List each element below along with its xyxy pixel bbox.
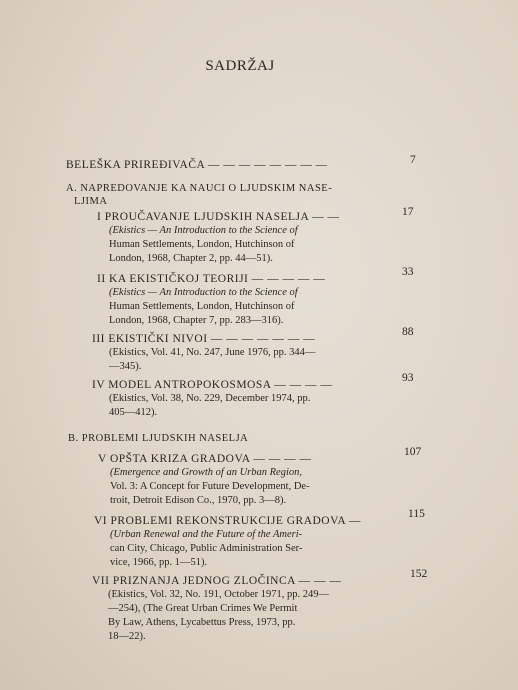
toc-entry-3-title: III EKISTIČKI NIVOI — — — — — — —: [92, 333, 316, 345]
toc-entry-2-page: 33: [402, 266, 414, 278]
toc-entry-7-ref: —254), (The Great Urban Crimes We Permit: [108, 603, 298, 614]
toc-entry-2-title: II KA EKISTIČKOJ TEORIJI — — — — —: [97, 273, 326, 285]
toc-entry-7-ref: (Ekistics, Vol. 32, No. 191, October 1971, pp. 249—: [108, 589, 329, 600]
toc-entry-1-ref: (Ekistics — An Introduction to the Science of: [109, 225, 298, 236]
toc-entry-7-ref: By Law, Athens, Lycabettus Press, 1973, pp.: [108, 617, 296, 628]
section-a-heading-cont: LJIMA: [74, 196, 108, 207]
toc-entry-1-title: I PROUČAVANJE LJUDSKIH NASELJA — —: [97, 211, 340, 223]
toc-entry-4-page: 93: [402, 372, 414, 384]
toc-entry-6-ref: (Urban Renewal and the Future of the Ameri-: [110, 529, 303, 540]
toc-entry-2-ref: (Ekistics — An Introduction to the Science of: [109, 287, 298, 298]
toc-entry-1-page: 17: [402, 206, 414, 218]
section-a-heading: A. NAPREDOVANJE KA NAUCI O LJUDSKIM NASE-: [66, 183, 333, 194]
toc-entry-4-ref: (Ekistics, Vol. 38, No. 229, December 1974, pp.: [109, 393, 311, 404]
toc-entry-2-ref: London, 1968, Chapter 7, pp. 283—316).: [109, 315, 284, 326]
toc-entry-7-ref: 18—22).: [108, 631, 146, 642]
toc-entry-5-page: 107: [404, 446, 422, 458]
page-title: SADRŽAJ: [205, 58, 275, 74]
toc-entry-5-title: V OPŠTA KRIZA GRADOVA — — — —: [98, 453, 312, 465]
section-b-heading: B. PROBLEMI LJUDSKIH NASELJA: [68, 433, 249, 444]
toc-entry-6-title: VI PROBLEMI REKONSTRUKCIJE GRADOVA —: [94, 515, 361, 527]
toc-entry-6-page: 115: [408, 508, 425, 520]
toc-entry-7-title: VII PRIZNANJA JEDNOG ZLOČINCA — — —: [92, 575, 342, 587]
toc-entry-3-ref: —345).: [109, 361, 142, 372]
toc-entry-4-ref: 405—412).: [109, 407, 158, 418]
toc-page-foreword: 7: [410, 154, 416, 166]
toc-entry-3-page: 88: [402, 326, 414, 338]
toc-entry-5-ref: Vol. 3: A Concept for Future Development, De-: [110, 481, 310, 492]
toc-entry-2-ref: Human Settlements, London, Hutchinson of: [109, 301, 295, 312]
toc-entry-4-title: IV MODEL ANTROPOKOSMOSA — — — —: [92, 379, 333, 391]
toc-entry-1-ref: Human Settlements, London, Hutchinson of: [109, 239, 295, 250]
toc-entry-6-ref: vice, 1966, pp. 1—51).: [110, 557, 208, 568]
toc-entry-7-page: 152: [410, 568, 428, 580]
toc-entry-5-ref: (Emergence and Growth of an Urban Region,: [110, 467, 302, 478]
toc-entry-3-ref: (Ekistics, Vol. 41, No. 247, June 1976, pp. 344—: [109, 347, 316, 358]
toc-entry-6-ref: can City, Chicago, Public Administration Ser-: [110, 543, 303, 554]
toc-entry-5-ref: troit, Detroit Edison Co., 1970, pp. 3—8).: [110, 495, 287, 506]
toc-entry-1-ref: London, 1968, Chapter 2, pp. 44—51).: [109, 253, 273, 264]
toc-entry-foreword: BELEŠKA PRIREĐIVAČA — — — — — — — —: [66, 159, 328, 171]
